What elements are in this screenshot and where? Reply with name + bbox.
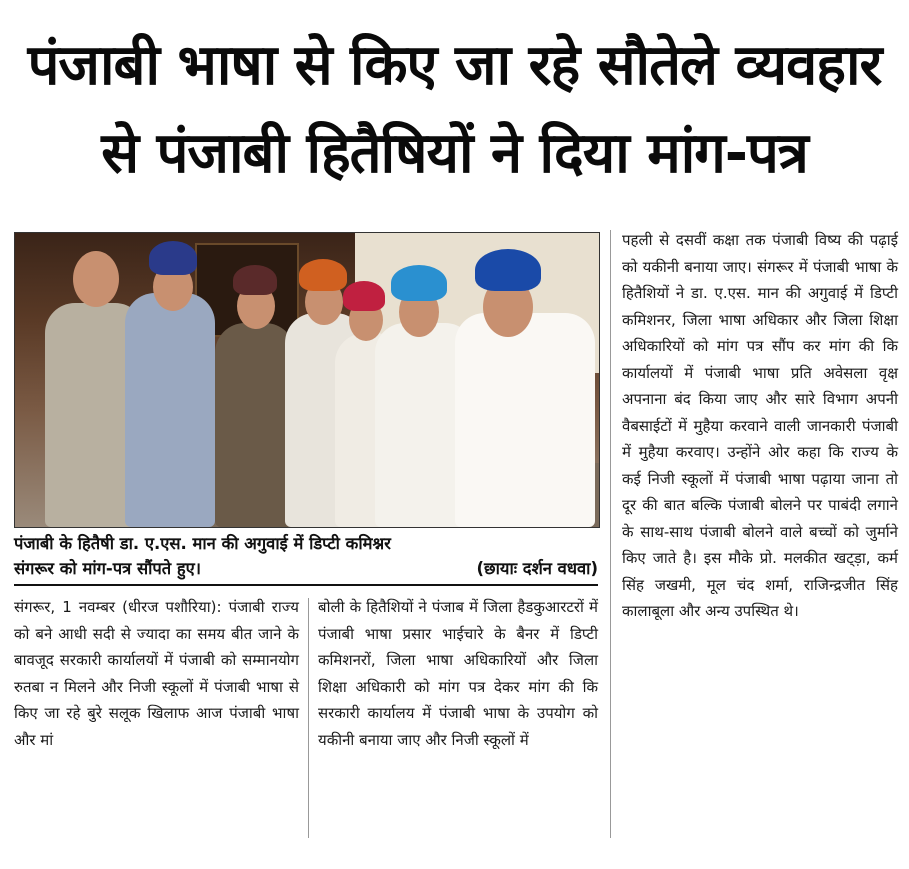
photo-turban — [299, 259, 347, 291]
photo-turban — [475, 249, 541, 291]
photo-person — [455, 313, 595, 527]
photo-head — [73, 251, 119, 307]
photo-caption — [14, 531, 598, 586]
article-column-3: पहली से दसवीं कक्षा तक पंजाबी विष्य की पढ़ाई को यकीनी बनाया जाए। संगरूर में पंजाबी भाषा के हितैशियों ने डा. ए.एस. मान की अगुवाई में डिप्टी कमिशनर, जिला भाषा अधिकार और जिला शिक्षा अधिकारियों को मांग पत्र सौंप कर मांग की कि कार्यालयों में पंजाबी भाषा प्रति अवेसला वृक्ष अपनाना बंद किया जाए और सारे विभाग अपनी वैबसाईटों में मुहैया करवाने वाली जानकारी पंजाबी में मुहैया करवाए। उन्होंने ओर कहा कि राज्य के कई निजी स्कूलों में पंजाबी भाषा पढ़ाया जाना तो दूर की बात बल्कि पंजाबी बोलने पर पाबंदी लगाने के साथ-साथ पंजाबी बोलने वाले बच्चों को जुर्माने किए जाते है। इस मौके प्रो. मलकीत खट्ड़ा, कर्म सिंह जखमी, मूल चंद शर्मा, राजिन्द्रजीत सिंह कालाबूला और अन्य उपस्थित थे। — [622, 231, 898, 620]
column-divider — [308, 598, 309, 838]
column-divider — [610, 230, 611, 838]
photo-turban — [343, 281, 385, 311]
headline-line-2: से पंजाबी हितैषियों ने दिया मांग-पत्र — [101, 121, 808, 186]
photo-turban — [391, 265, 447, 301]
caption-line-2-row — [14, 556, 598, 581]
photo-turban — [149, 241, 197, 275]
news-photo — [14, 232, 600, 528]
article-column-2: बोली के हितैशियों ने पंजाब में जिला हैडकुआरटरों में पंजाबी भाषा प्रसार भाईचारे के बैनर में डिप्टी कमिशनरों, जिला भाषा अधिकारियों और जिला शिक्षा अधिकारी को मांग पत्र देकर मांग की कि सरकारी कार्यालय में पंजाबी भाषा के उपयोग को यकीनी बनाया जाए और निजी स्कूलों में — [318, 598, 598, 749]
photo-person — [125, 293, 215, 527]
photo-turban — [233, 265, 277, 295]
photo-person — [215, 323, 295, 527]
photo-credit: (छायाः दर्शन वधवा) — [476, 559, 598, 578]
article-column-1: संगरूर, 1 नवम्बर (धीरज पशौरिया): पंजाबी राज्य को बने आधी सदी से ज्यादा का समय बीत जाने के बावजूद सरकारी कार्यालयों में पंजाबी को सम्मानयोग रुतबा न मिलने और निजी स्कूलों में पंजाबी भाषा से किए जा रहे बुरे सलूक खिलाफ आज पंजाबी भाषा और मां — [14, 598, 299, 749]
caption-line-2: संगरूर को मांग-पत्र सौंपते हुए। — [14, 559, 202, 578]
headline-line-1: पंजाबी भाषा से किए जा रहे सौतेले व्यवहार — [27, 33, 882, 98]
caption-line-1: पंजाबी के हितैषी डा. ए.एस. मान की अगुवाई में डिप्टी कमिश्नर — [14, 534, 391, 553]
